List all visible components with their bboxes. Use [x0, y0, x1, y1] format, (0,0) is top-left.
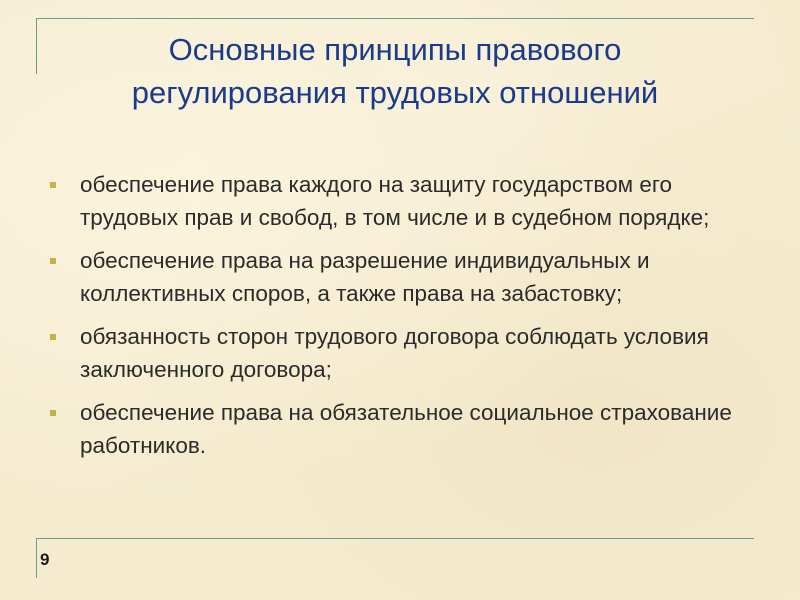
- bullet-text: обеспечение права на разрешение индивидуальных и коллективных споров, а также права на забастовку;: [80, 248, 650, 306]
- square-bullet-icon: [50, 182, 56, 188]
- slide-title: [40, 28, 750, 114]
- square-bullet-icon: [50, 410, 56, 416]
- bullet-text: обязанность сторон трудового договора соблюдать условия заключенного договора;: [80, 324, 709, 382]
- top-left-rule: [36, 18, 37, 74]
- bullet-item: [50, 244, 760, 310]
- top-rule: [36, 18, 754, 19]
- title-line-1: Основные принципы правового: [168, 32, 622, 67]
- page-number: 9: [40, 550, 50, 569]
- bottom-rule: [36, 538, 754, 539]
- bullet-item: [50, 168, 760, 234]
- bullet-item: [50, 396, 760, 462]
- bullet-text: обеспечение права каждого на защиту государством его трудовых прав и свобод, в том числе и в судебном порядке;: [80, 172, 710, 230]
- bottom-left-rule: [36, 538, 37, 578]
- square-bullet-icon: [50, 334, 56, 340]
- bullet-item: [50, 320, 760, 386]
- bullet-list: [50, 168, 760, 472]
- square-bullet-icon: [50, 258, 56, 264]
- title-line-2: регулирования трудовых отношений: [131, 75, 659, 110]
- bullet-text: обеспечение права на обязательное социальное страхование работников.: [80, 400, 732, 458]
